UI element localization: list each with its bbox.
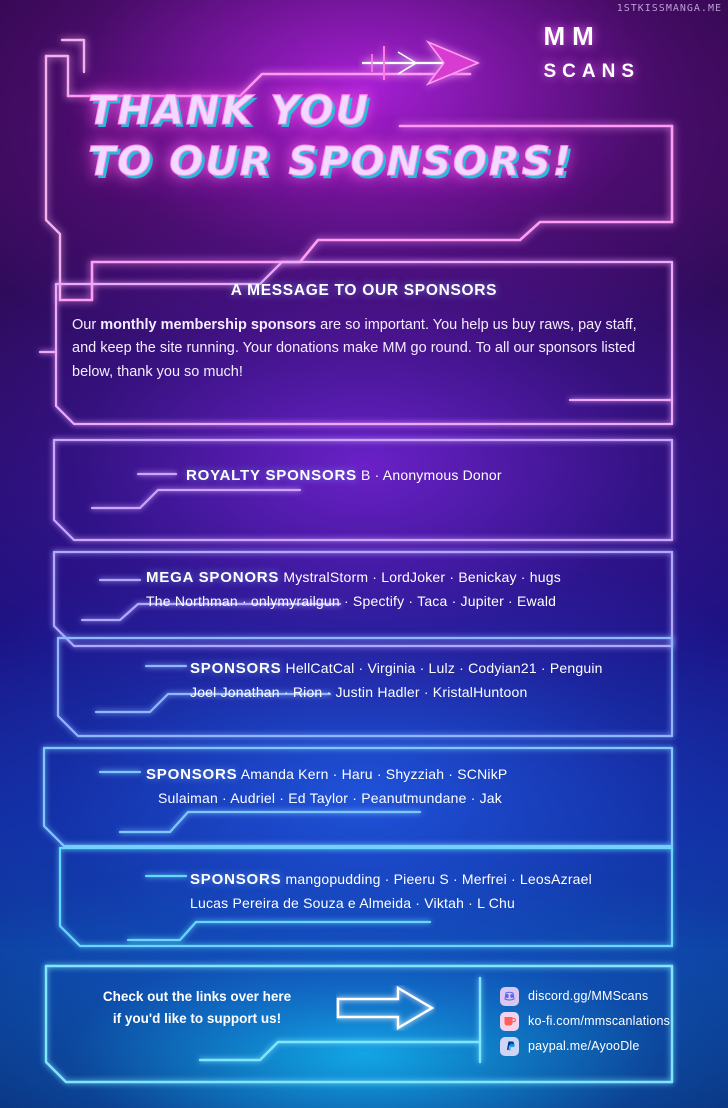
- message-panel: [72, 282, 656, 384]
- message-paragraph-end: are so important. You help us buy raws, pay staff, and keep the site running. Your donations make MM go round. To all our sponsors listed below, thank you so much!: [72, 317, 637, 380]
- tier-label: ROYALTY SPONSORS: [186, 467, 357, 484]
- tier-sponsors-1: [190, 657, 670, 704]
- message-paragraph: [72, 314, 656, 384]
- brand-name-mm: MM: [543, 21, 601, 51]
- page-title-line1: THANK YOU: [88, 88, 371, 134]
- tier-names: Amanda Kern · Haru · Shyzziah · SCNikP: [240, 766, 508, 782]
- discord-icon: [500, 987, 519, 1006]
- tier-line: [146, 763, 646, 787]
- tier-sponsors-2: [146, 763, 646, 810]
- right-arrow-icon: [336, 985, 436, 1031]
- message-heading: A MESSAGE TO OUR SPONSORS: [230, 282, 498, 299]
- tier-label: SPONSORS: [190, 660, 282, 677]
- kofi-icon: [500, 1012, 519, 1031]
- support-note-line1: Check out the links over here: [102, 989, 292, 1004]
- tier-line: [190, 657, 670, 681]
- tier-names: B · Anonymous Donor: [361, 467, 502, 483]
- support-links: [500, 985, 670, 1060]
- link-item[interactable]: [500, 1035, 670, 1057]
- page-title: [88, 86, 573, 188]
- tier-names: HellCatCal · Virginia · Lulz · Codyian21 · Penguin: [285, 660, 603, 676]
- tier-sponsors-3: [190, 868, 670, 915]
- message-paragraph-bold: monthly membership sponsors: [100, 317, 317, 333]
- tier-names-line2: Lucas Pereira de Souza e Almeida · Viktah · L Chu: [190, 895, 515, 912]
- tier-label: MEGA SPONORS: [146, 569, 280, 586]
- brand-logo: [543, 22, 640, 83]
- tier-label: SPONSORS: [190, 871, 282, 888]
- tier-line: [190, 868, 670, 892]
- tier-names-line2: Joel Jonathan · Rion · Justin Hadler · KristalHuntoon: [190, 684, 528, 701]
- support-note: [72, 986, 322, 1029]
- link-label: discord.gg/MMScans: [528, 989, 649, 1003]
- page-title-line2: TO OUR SPONSORS!: [88, 139, 573, 186]
- message-paragraph-start: Our: [72, 317, 101, 333]
- link-label: paypal.me/AyooDle: [528, 1039, 640, 1053]
- tier-line: [186, 464, 666, 488]
- link-item[interactable]: [500, 1010, 670, 1032]
- tier-names-line2: Sulaiman · Audriel · Ed Taylor · Peanutmundane · Jak: [158, 790, 502, 807]
- support-note-line2: if you'd like to support us!: [112, 1010, 282, 1026]
- link-label: ko-fi.com/mmscanlations: [528, 1014, 671, 1028]
- tier-line: [146, 566, 666, 590]
- paypal-icon: [500, 1037, 519, 1056]
- tier-names: mangopudding · Pieeru S · Merfrei · LeosAzrael: [285, 871, 592, 887]
- link-item[interactable]: [500, 985, 670, 1007]
- tier-label: SPONSORS: [146, 766, 238, 783]
- site-watermark: 1STKISSMANGA.ME: [616, 3, 722, 14]
- brand-name-scans: SCANS: [543, 60, 640, 82]
- tier-names-line2: The Northman · onlymyrailgun · Spectify · Taca · Jupiter · Ewald: [146, 593, 557, 610]
- tier-royalty: [186, 464, 666, 488]
- tier-mega: [146, 566, 666, 613]
- tier-names: MystralStorm · LordJoker · Benickay · hugs: [283, 569, 561, 585]
